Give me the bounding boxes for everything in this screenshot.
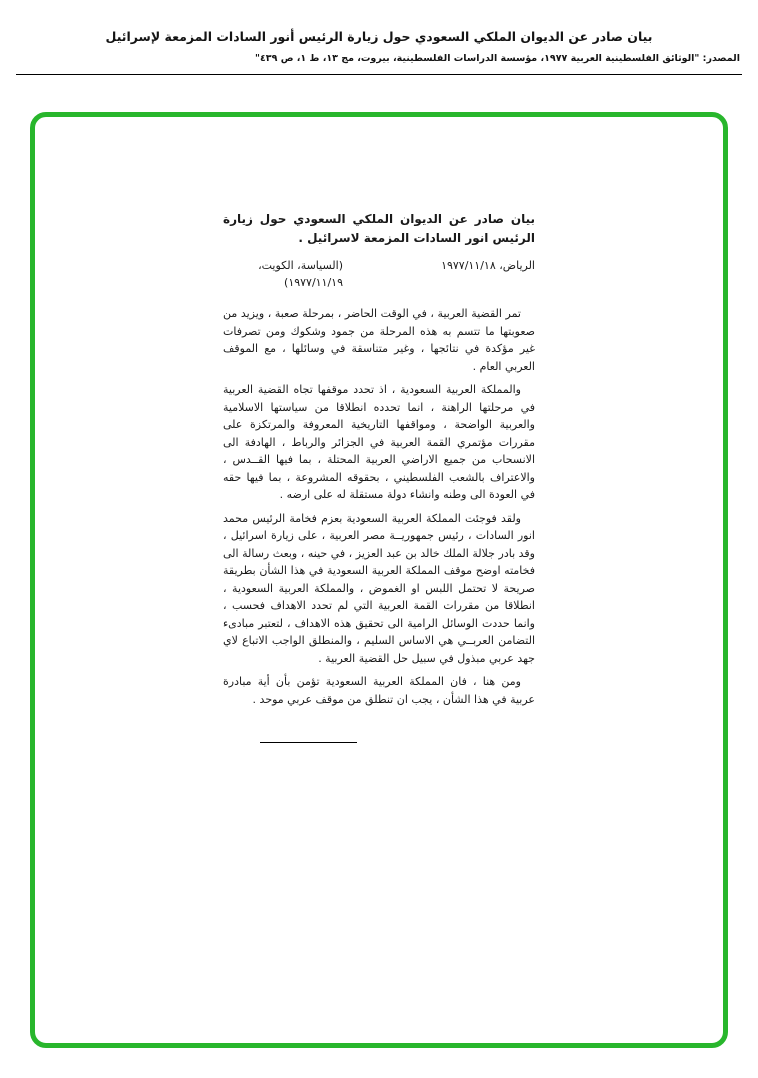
document-frame xyxy=(30,112,728,1048)
dateline-location-date: الرياض، ١٩٧٧/١١/١٨ xyxy=(441,259,535,272)
page-header xyxy=(0,0,758,65)
bottom-rule xyxy=(260,742,357,743)
document-title: بيان صادر عن الديوان الملكي السعودي حول زيارة الرئيس انور السادات المزمعة لاسرائيل . xyxy=(223,212,535,245)
dateline-source-ref: (السياسة، الكويت، ١٩٧٧/١١/١٩) xyxy=(258,259,343,289)
dateline xyxy=(223,257,535,291)
body-paragraph-3: ولقد فوجئت المملكة العربية السعودية بعزم فخامة الرئيس محمد انور السادات ، رئيس جمهوريــة مصر العربية ، على زيارة اسرائيل ، وقد بادر جلالة الملك خالد بن عبد العزيز ، في حينه ، وبعث رسالة الى فخامته اوضح موقف المملكة العربية السعودية في هذا الشأن بطريقة صريحة لا تحتمل اللبس او الغموض ، والمملكة العربية السعودية ، انطلاقا من مقررات القمة العربية التي لم تحدد الاهداف فحسب ، وانما حددت الوسائل الرامية الى تحقيق هذه الاهداف ، لتعتبر مبادىء التضامن العربــي هي الاساس السليم ، والمنطلق الواجب الاتباع لاي جهد عربي مبذول في سبيل حل القضية العربية . xyxy=(223,511,535,665)
body-paragraph-4: ومن هنا ، فان المملكة العربية السعودية تؤمن بأن أية مبادرة عربية في هذا الشأن ، يجب ان تنطلق من موقف عربي موحد . xyxy=(223,675,535,706)
header-divider xyxy=(16,74,742,75)
document-content xyxy=(223,210,535,743)
body-paragraph-1: تمر القضية العربية ، في الوقت الحاضر ، بمرحلة صعبة ، ويزيد من صعوبتها ما تتسم به هذه المرحلة من جمود وشكوك ومن تصرفات غير مؤكدة في نتائجها ، وغير متناسقة في وسائلها ، مع الموقف العربي العام . xyxy=(223,307,535,373)
document-body xyxy=(223,305,535,708)
page-title: بيان صادر عن الديوان الملكي السعودي حول زيارة الرئيس أنور السادات المزمعة لإسرائيل xyxy=(105,29,653,44)
body-paragraph-2: والمملكة العربية السعودية ، اذ تحدد موقفها تجاه القضية العربية في مرحلتها الراهنة ، انما تحدده انطلاقا من سياستها الاسلامية والعربية الواضحة ، ومواقفها التاريخية المعروفة والمرتكزة على مقررات مؤتمري القمة العربية في الجزائر والرباط ، الهادفة الى الانسحاب من جميع الاراضي العربية المحتلة ، بما فيها القــدس ، والاعتراف بالشعب الفلسطيني ، بحقوقه المشروعة ، بما فيها حقه في العودة الى وطنه وانشاء دولة مستقلة له على ارضه . xyxy=(223,383,535,501)
source-line: المصدر: "الوثائق الفلسطينية العربية ١٩٧٧، مؤسسة الدراسات الفلسطينية، بيروت، مج ١٣، ط ١، ص ٤٣٩" xyxy=(255,53,740,64)
